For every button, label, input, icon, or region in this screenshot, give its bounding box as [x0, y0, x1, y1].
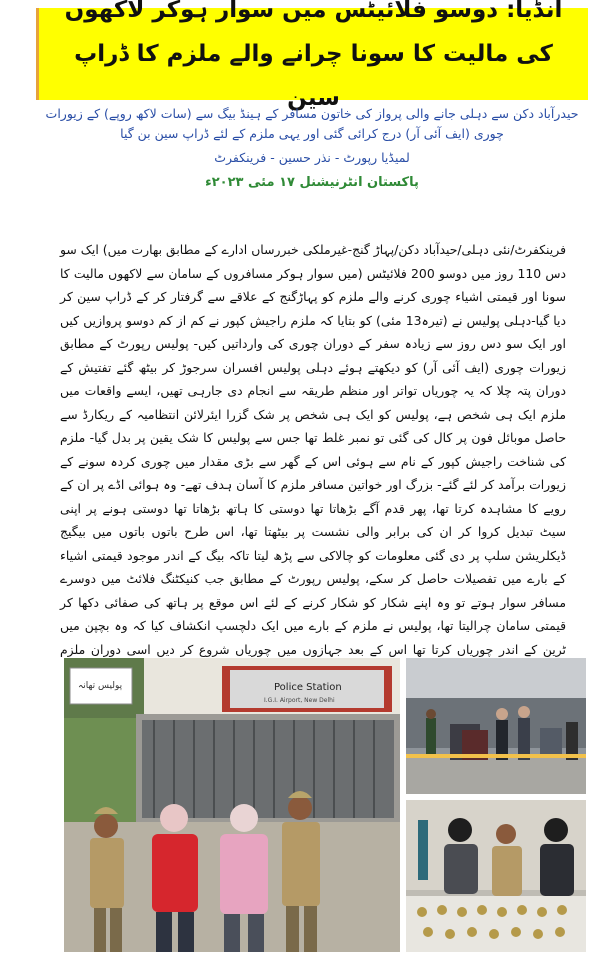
headline: انڈیا: دوسو فلائیٹس میں سوار ہوکر لاکھوں کی مالیت کا سونا چرانے والے ملزم کا ڈراپ سین	[64, 0, 563, 111]
photo-collage	[64, 658, 586, 952]
station-sign-urdu: پولیس تھانہ	[78, 681, 123, 691]
station-sign-subtext: I.G.I. Airport, New Delhi	[264, 697, 335, 704]
dateline: پاکستان انٹرنیشنل ۱۷ مئی ۲۰۲۳ء	[205, 175, 419, 190]
airport-photo	[406, 658, 586, 794]
byline: لمیڈیا رپورٹ - نذر حسین - فرینکفرٹ	[214, 150, 410, 165]
article-body: فرینکفرٹ/نئی دہلی/حیدآباد دکن/پہاڑ گنج-غیرملکی خبررساں ادارے کے مطابق بھارت میں) ایک سو دس 110 روز میں دوسو 200 فلائیٹس (میں سوار ہوکر مسافروں کے سامان سے لاکھوں مالیت کا سونا اور قیمتی اشیاء چوری کرنے والے ملزم کو پہاڑگنج کے علاقے سے گرفتار کر کے ڈراپ سین کر دیا گیا-دہلی پولیس نے (تیرہ13 مئی) کو بتایا کہ ملزم راجیش کپور نے کم از کم دوسو پروازیں کیں اور ایک سو دس روز سے زیادہ سفر کے دوران چوری کی وارداتیں کیں- پولیس رپورٹ کے مطابق زیورات چوری (ایف آئی آر) کو دیکھتے ہوئے دہلی پولیس افسران سرجوڑ کر بیٹھ گئے تفتیش کے دوران پتہ چلا کہ یہ چوریاں تواتر اور منظم طریقہ سے انجام دی جارہی تھیں، ایسے واقعات میں ملزم ایک ہی شخص ہے، پولیس کو ایک ہی شخص پر شک گزرا ایئرلائن انتظامیہ کے ریکارڈ سے حاصل موبائل فون پر کال کی گئی تو نمبر غلط تھا جس سے پولیس کا شک یقین پر بدل گیا- ملزم کی شناخت راجیش کپور کے نام سے ہوئی اس کے گھر سے بڑی مقدار میں چوری کردہ سونے کے زیورات برآمد کر لئے گئے- بزرگ اور خواتین مسافر ملزم کا آسان ہدف تھے- وہ ہوائی اڈے پر ان کے رویے کا مشاہدہ کرتا تھا، پھر قدم آگے بڑھاتا تھا دوستی کا ہاتھ بڑھاتا تھا دوستی ہونے پر اپنی سیٹ تبدیل کروا کر ان کی برابر والی نشست پر بیٹھتا تھا، اس طرح باتوں باتوں میں بیگیج ڈیکلریشن سلپ پر دی گئی معلومات کو چالاکی سے پڑھ لیتا تاکہ بیگ کے اندر موجود قیمتی اشیاء کے بارے میں تفصیلات حاصل کر سکے، پولیس رپورٹ کے مطابق جب کنیکٹنگ فلائٹ میں دوسرے مسافر سوار ہوتے تو وہ اپنے شکار کو شکار کرنے کے لئے اس موقع پر ہاتھ کی صفائی دکھا کر قیمتی سامان چرالیتا تھا، پولیس نے ملزم کے بارے میں ایک دلچسپ انکشاف کیا کہ وہ بچپن میں ٹرین کے اندر چوریاں کرتا تھا اس کے بعد جہازوں میں چوریاں شروع کر دیں اسی دوران ملزم	[60, 242, 566, 657]
police-station-photo	[64, 658, 400, 952]
station-sign-text: Police Station	[274, 682, 342, 693]
seized-jewelry-photo	[406, 800, 586, 952]
headline-banner	[36, 0, 588, 111]
intro-paragraph: حیدرآباد دکن سے دہلی جانے والی پرواز کی خاتون مسافر کے ہینڈ بیگ سے (سات لاکھ روپے) کے زیورات چوری (ایف آئی آر) درج کرائی گئی اور یہی ملزم کے لئے ڈراپ سین بن گیا	[45, 106, 579, 141]
